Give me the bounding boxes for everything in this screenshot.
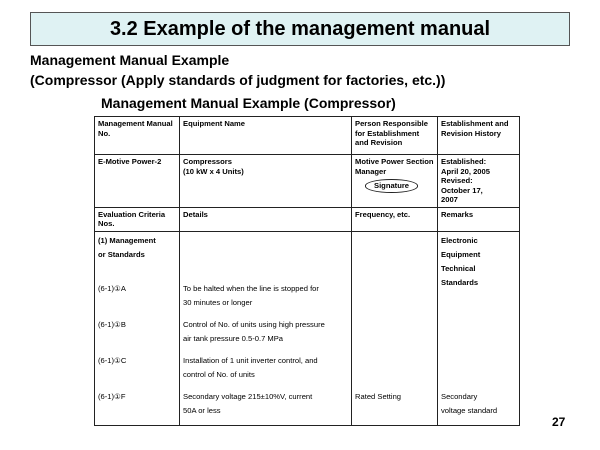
table-column-row bbox=[95, 207, 520, 231]
management-manual-table bbox=[94, 116, 520, 426]
history-line: Revised: bbox=[441, 176, 473, 185]
equipment-name-line: Compressors bbox=[183, 157, 232, 166]
remarks-line: Standards bbox=[441, 277, 479, 287]
history-line: April 20, 2005 bbox=[441, 166, 490, 176]
person-title: Motive Power Section Manager bbox=[355, 157, 434, 176]
detail-line: air tank pressure 0.5-0.7 MPa bbox=[183, 333, 284, 343]
slide-subtitle-2: (Compressor (Apply standards of judgment for factories, etc.)) bbox=[30, 72, 446, 88]
criteria-number: (6-1)①A bbox=[98, 283, 126, 293]
detail-line: Control of No. of units using high pressure bbox=[183, 319, 325, 329]
column-header: Frequency, etc. bbox=[352, 207, 438, 231]
revision-history bbox=[438, 155, 520, 208]
slide-title: 3.2 Example of the management manual bbox=[109, 17, 491, 40]
history-line: October 17, bbox=[441, 185, 483, 195]
remarks-line: Secondary bbox=[441, 391, 478, 401]
remarks-line: voltage standard bbox=[441, 405, 498, 415]
header-cell: Establishment and Revision History bbox=[438, 117, 520, 155]
header-cell: Management Manual No. bbox=[95, 117, 180, 155]
table-info-row bbox=[95, 155, 520, 208]
criteria-cell bbox=[95, 231, 180, 425]
header-cell: Equipment Name bbox=[180, 117, 352, 155]
document-title: Management Manual Example (Compressor) bbox=[101, 95, 396, 111]
history-line: Established: bbox=[441, 157, 487, 166]
remarks-line: Electronic bbox=[441, 235, 478, 245]
remarks-line: Technical bbox=[441, 263, 476, 273]
table-header-row bbox=[95, 117, 520, 155]
detail-line: Secondary voltage 215±10%V, current bbox=[183, 391, 313, 401]
criteria-number: (6-1)①B bbox=[98, 319, 126, 329]
section-label: or Standards bbox=[98, 249, 145, 259]
column-header: Evaluation Criteria Nos. bbox=[95, 207, 180, 231]
remarks-cell bbox=[438, 231, 520, 425]
column-header: Details bbox=[180, 207, 352, 231]
section-label: (1) Management bbox=[98, 235, 156, 245]
details-cell bbox=[180, 231, 352, 425]
frequency-value: Rated Setting bbox=[355, 391, 402, 401]
signature-stamp: Signature bbox=[365, 179, 418, 193]
column-header: Remarks bbox=[438, 207, 520, 231]
responsible-person bbox=[352, 155, 438, 208]
header-cell: Person Responsible for Establishment and Revision bbox=[352, 117, 438, 155]
equipment-name-line: (10 kW x 4 Units) bbox=[183, 166, 244, 176]
slide-title-box bbox=[30, 12, 570, 46]
history-line: 2007 bbox=[441, 195, 458, 204]
detail-line: Installation of 1 unit inverter control, and bbox=[183, 355, 318, 365]
page-number: 27 bbox=[552, 415, 566, 429]
detail-line: 50A or less bbox=[183, 405, 221, 415]
remarks-line: Equipment bbox=[441, 249, 481, 259]
frequency-cell bbox=[352, 231, 438, 425]
detail-line: To be halted when the line is stopped for bbox=[183, 283, 319, 293]
manual-number: E-Motive Power-2 bbox=[95, 155, 180, 208]
slide-subtitle-1: Management Manual Example bbox=[30, 52, 230, 68]
detail-line: control of No. of units bbox=[183, 369, 255, 379]
criteria-number: (6-1)①F bbox=[98, 391, 126, 401]
equipment-name bbox=[180, 155, 352, 208]
criteria-number: (6-1)①C bbox=[98, 355, 127, 365]
detail-line: 30 minutes or longer bbox=[183, 297, 253, 307]
table-body-row bbox=[95, 231, 520, 425]
